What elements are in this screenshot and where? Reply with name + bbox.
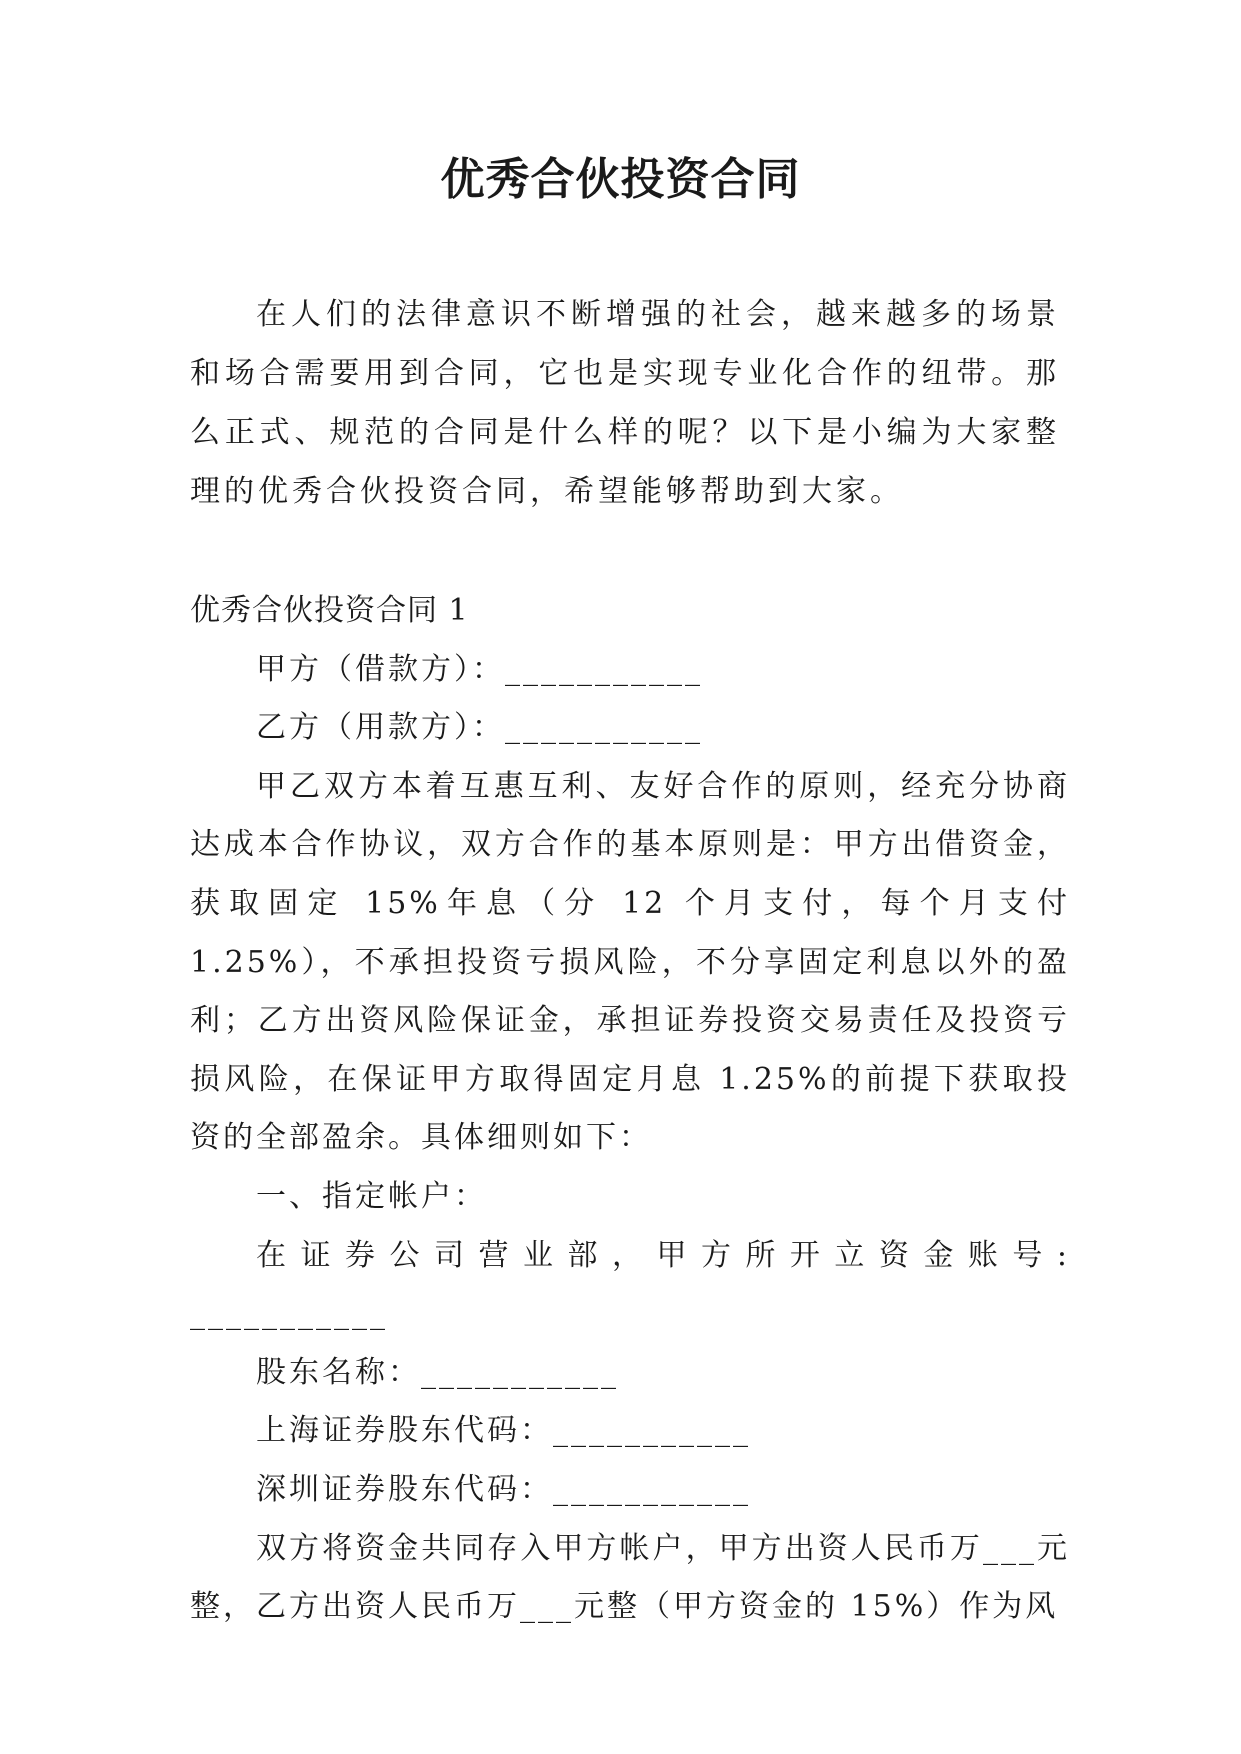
account-number-line: 在证券公司营业部，甲方所开立资金账号: ___________ — [190, 1237, 1070, 1332]
deposit-paragraph: 双方将资金共同存入甲方帐户，甲方出资人民币万___元整，乙方出资人民币万___元整（甲方资金的 15%）作为风 — [190, 1530, 1070, 1625]
contract-body — [190, 582, 1070, 1637]
party-b-line: 乙方（用款方）：___________ — [256, 710, 703, 746]
intro-paragraph: 在人们的法律意识不断增强的社会，越来越多的场景和场合需要用到合同，它也是实现专业化合作的纽带。那么正式、规范的合同是什么样的呢？以下是小编为大家整理的优秀合伙投资合同，希望能够帮助到大家。 — [190, 297, 1060, 509]
principles-paragraph: 甲乙双方本着互惠互利、友好合作的原则，经充分协商达成本合作协议，双方合作的基本原则是：甲方出借资金，获取固定 15%年息（分 12 个月支付，每个月支付 1.25%），不承担投资亏损风险，不分享固定利息以外的盈利；乙方出资风险保证金，承担证券投资交易责任及投资亏损风险，在保证甲方取得固定月息 1.25%的前提下获取投资的全部盈余。具体细则如下： — [190, 768, 1070, 1156]
section-title: 优秀合伙投资合同 1 — [190, 593, 469, 628]
document-title: 优秀合伙投资合同 — [440, 154, 801, 205]
shenzhen-code-line: 深圳证券股东代码：___________ — [256, 1471, 751, 1507]
shareholder-name-line: 股东名称：___________ — [256, 1354, 619, 1390]
shanghai-code-line: 上海证券股东代码：___________ — [256, 1413, 751, 1449]
clause-heading-account: 一、指定帐户： — [256, 1178, 487, 1214]
party-a-line: 甲方（借款方）：___________ — [256, 651, 703, 687]
